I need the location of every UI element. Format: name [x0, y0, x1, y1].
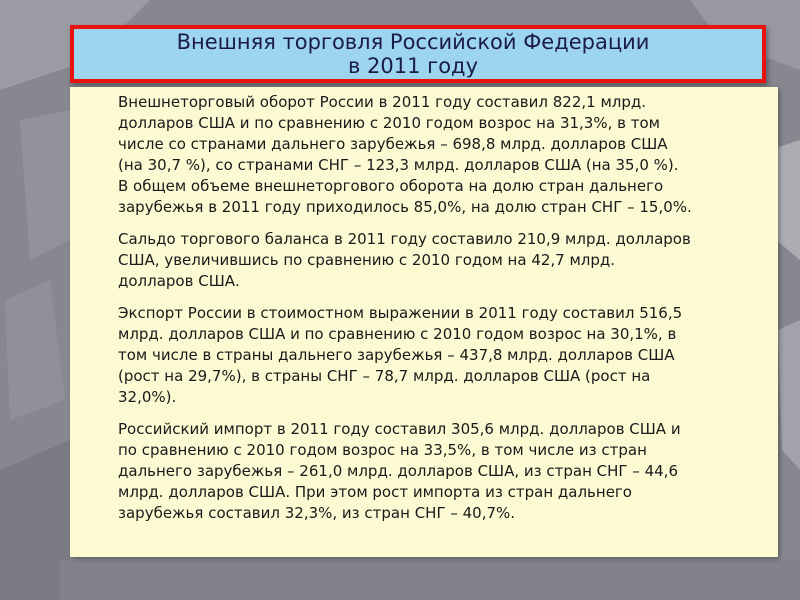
slide-content-box	[70, 87, 778, 557]
slide-title-box	[70, 25, 766, 83]
paragraph-imports: Российский импорт в 2011 году составил 305,6 млрд. долларов США и по сравнению с 2010 годом возрос на 33,5%, в том числе из стран дальнего зарубежья – 261,0 млрд. долларов США, из стран СНГ – 44,6 млрд. долларов США. При этом рост импорта из стран дальнего зарубежья составил 32,3%, из стран СНГ – 40,7%.	[118, 420, 681, 522]
paragraph-exports: Экспорт России в стоимостном выражении в 2011 году составил 516,5 млрд. долларов США и по сравнению с 2010 годом возрос на 30,1%, в том числе в страны дальнего зарубежья – 437,8 млрд. долларов США (рост на 29,7%), в страны СНГ – 78,7 млрд. долларов США (рост на 32,0%).	[118, 304, 683, 406]
paragraph-trade-balance: Сальдо торгового баланса в 2011 году составило 210,9 млрд. долларов США, увеличившись по сравнению с 2010 годом на 42,7 млрд. долларов США.	[118, 230, 691, 290]
slide-title-line-1: Внешняя торговля Российской Федерации	[176, 30, 650, 54]
paragraph-trade-turnover: Внешнеторговый оборот России в 2011 году составил 822,1 млрд. долларов США и по сравнению с 2010 годом возрос на 31,3%, в том числе со странами дальнего зарубежья – 698,8 млрд. долларов США (на 30,7 %), со странами СНГ – 123,3 млрд. долларов США (на 35,0 %). В общем объеме внешнеторгового оборота на долю стран дальнего зарубежья в 2011 году приходилось 85,0%, на долю стран СНГ – 15,0%.	[118, 93, 692, 216]
slide-title-line-2: в 2011 году	[348, 54, 478, 78]
